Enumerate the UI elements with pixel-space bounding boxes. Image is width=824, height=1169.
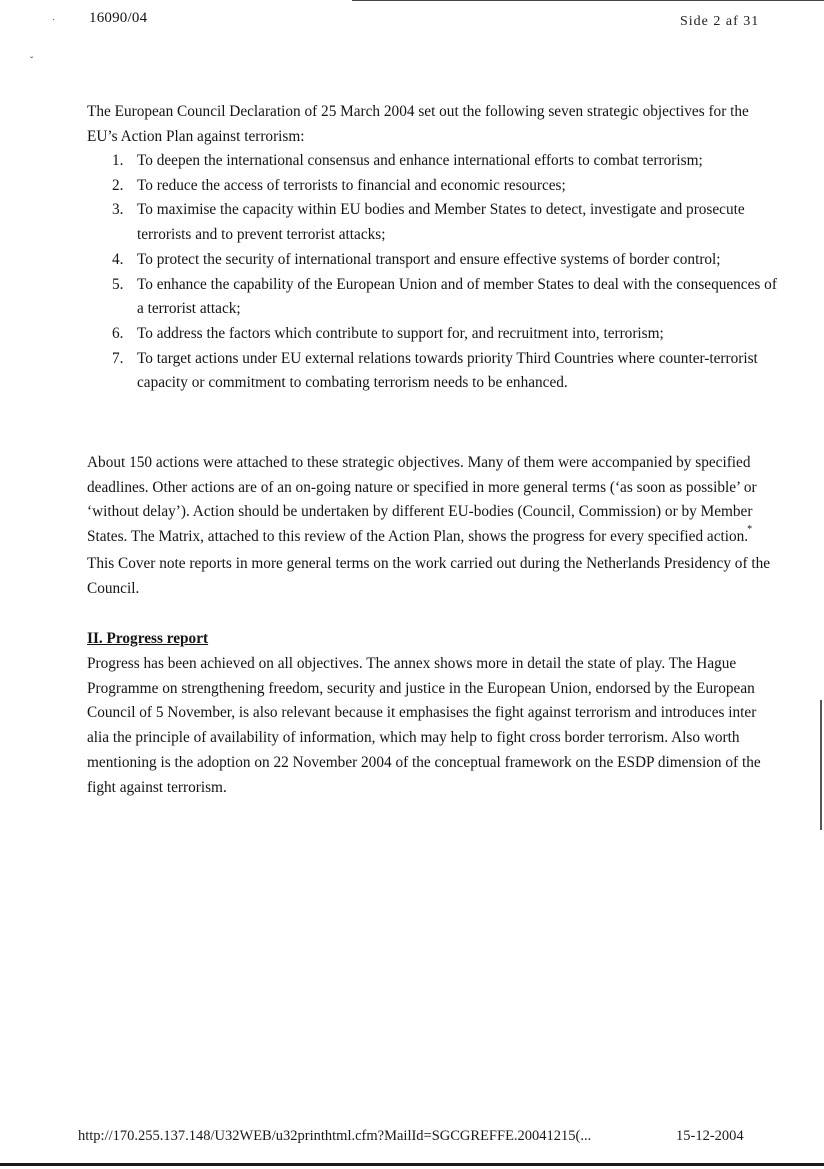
section-heading-progress-report: II. Progress report [87, 630, 209, 647]
actions-paragraph-main: About 150 actions were attached to these strategic objectives. Many of them were accompanied by specified deadlines. Other actions are of an on-going nature or specified in more general terms (‘as soon as possible’ or ‘without delay’). Action should be undertaken by different EU-bodies (Council, Commission) or by Member States. The Matrix, attached to this review of the Action Plan, shows the progress for every specified action. [87, 454, 757, 546]
list-item-text: To target actions under EU external relations towards priority Third Countries where counter-terrorist capacity or commitment to combating terrorism needs to be enhanced. [137, 349, 758, 392]
list-item-number: 7. [112, 349, 124, 367]
list-item-text: To reduce the access of terrorists to financial and economic resources; [137, 176, 566, 194]
list-item-number: 6. [112, 324, 124, 342]
list-item-number: 3. [112, 201, 124, 219]
scan-speck: ˇ [30, 56, 34, 67]
list-item-text: To address the factors which contribute to support for, and recruitment into, terrorism; [137, 324, 664, 342]
list-item-number: 1. [112, 152, 124, 169]
progress-report-paragraph: Progress has been achieved on all objectives. The annex shows more in detail the state of play. The Hague Programme on strengthening freedom, security and justice in the European Union, endorsed by the European Council of 5 November, is also relevant because it emphasises the fight against terrorism and introduces inter alia the principle of availability of information, which may help to fight cross border terrorism. Also worth mentioning is the adoption on 22 November 2004 of the conceptual framework on the ESDP dimension of the fight against terrorism. [87, 655, 761, 796]
list-item-text: To deepen the international consensus and enhance international efforts to combat terrorism; [137, 152, 703, 169]
document-number: 16090/04 [89, 10, 148, 26]
list-item-number: 2. [112, 176, 124, 194]
scan-speck: · [52, 14, 56, 25]
list-item [87, 198, 777, 247]
list-item [87, 273, 777, 322]
list-item [87, 174, 777, 199]
footnote-marker: * [747, 524, 753, 536]
actions-paragraph [87, 451, 777, 601]
footer-date: 15-12-2004 [676, 1128, 744, 1144]
list-item [87, 248, 777, 273]
list-item-text: To enhance the capability of the European Union and of member States to deal with the consequences of a terrorist attack; [137, 275, 777, 318]
list-item-number: 5. [112, 275, 124, 293]
actions-paragraph-tail: This Cover note reports in more general terms on the work carried out during the Netherlands Presidency of the Council. [87, 554, 771, 597]
list-item-text: To maximise the capacity within EU bodies and Member States to detect, investigate and prosecute terrorists and to prevent terrorist attacks; [137, 201, 745, 244]
scan-top-rule [352, 0, 824, 1]
scan-right-edge [820, 700, 822, 830]
list-item-text: To protect the security of international transport and ensure effective systems of border control; [137, 250, 721, 268]
scan-bottom-rule [0, 1163, 824, 1166]
objectives-list [87, 149, 777, 396]
list-item-number: 4. [112, 250, 124, 268]
list-item [87, 322, 777, 347]
list-item [87, 149, 777, 174]
page-indicator: Side 2 af 31 [680, 14, 760, 29]
intro-paragraph: The European Council Declaration of 25 March 2004 set out the following seven strategic objectives for the EU’s Action Plan against terrorism: [87, 103, 749, 145]
footer-url: http://170.255.137.148/U32WEB/u32printhtml.cfm?MailId=SGCGREFFE.20041215(... [78, 1128, 592, 1144]
list-item [87, 347, 777, 396]
